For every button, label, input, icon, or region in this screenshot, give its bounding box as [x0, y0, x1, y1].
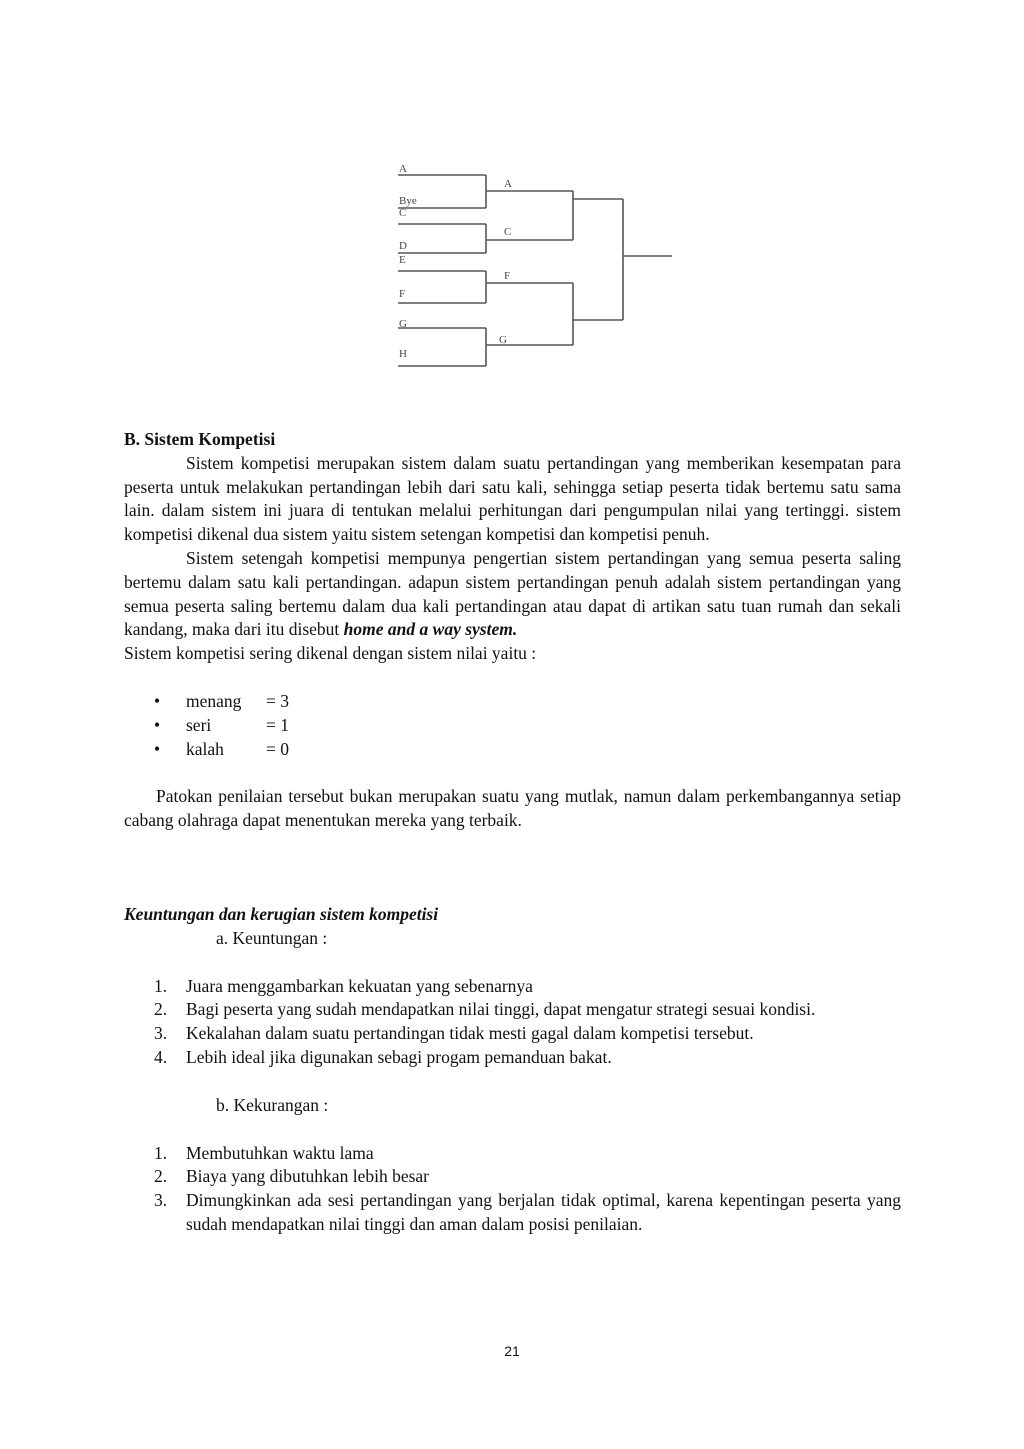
section-heading: B. Sistem Kompetisi — [124, 429, 276, 449]
bracket-label: D — [399, 240, 407, 252]
page-number: 21 — [504, 1343, 520, 1359]
list-item — [124, 714, 901, 738]
bracket-label: A — [399, 163, 407, 175]
bracket-label: G — [399, 318, 407, 330]
list-item — [124, 738, 901, 762]
list-item: 3. Dimungkinkan ada sesi pertandingan yang berjalan tidak optimal, karena kepentingan peserta yang sudah mendapatkan nilai tinggi dan aman dalam posisi penilaian. — [154, 1190, 901, 1234]
list-item: 1. Juara menggambarkan kekuatan yang sebenarnya — [154, 975, 533, 996]
tournament-bracket-diagram — [385, 150, 685, 375]
paragraph: Sistem kompetisi sering dikenal dengan sistem nilai yaitu : — [124, 643, 537, 664]
sub-label: b. Kekurangan : — [216, 1094, 329, 1115]
list-item: 2. Bagi peserta yang sudah mendapatkan nilai tinggi, dapat mengatur strategi sesuai kondisi. — [154, 999, 816, 1020]
sub-label: a. Keuntungan : — [216, 927, 328, 948]
bullet-icon: • — [154, 738, 161, 759]
bracket-label: G — [499, 334, 507, 346]
advantages-list — [124, 975, 901, 1070]
list-item: 2. Biaya yang dibutuhkan lebih besar — [154, 1166, 429, 1187]
score-value: = 3 — [266, 690, 289, 711]
paragraph — [124, 547, 901, 642]
paragraph: Patokan penilaian tersebut bukan merupakan suatu yang mutlak, namun dalam perkembangannya setiap cabang olahraga dapat menentukan mereka yang terbaik. — [124, 786, 901, 831]
disadvantages-list — [124, 1142, 901, 1237]
bracket-label: H — [399, 348, 407, 360]
bracket-label: C — [399, 207, 407, 219]
main-text — [124, 428, 901, 1237]
bullet-icon: • — [154, 690, 161, 711]
bracket-label: E — [399, 254, 406, 266]
bracket-label: A — [504, 178, 512, 190]
score-value: = 1 — [266, 714, 289, 735]
bracket-label: C — [504, 226, 512, 238]
paragraph-text: Sistem setengah kompetisi mempunya pengertian sistem pertandingan yang semua peserta saling bertemu dalam satu kali pertandingan. adapun sistem pertandingan penuh adalah sistem pertandingan yang semua peserta saling bertemu dalam dua kali pertandingan atau dapat di artikan satu tuan rumah dan sekali kandang, maka dari itu disebut — [124, 547, 901, 640]
bracket-label: F — [399, 288, 406, 300]
score-label: menang — [186, 690, 242, 711]
emphasis-term: home and a way system. — [343, 619, 518, 640]
bullet-icon: • — [154, 714, 161, 735]
score-list — [124, 690, 901, 761]
bracket-label: Bye — [399, 195, 417, 207]
list-item: 1. Membutuhkan waktu lama — [154, 1142, 374, 1163]
score-label: kalah — [186, 738, 224, 759]
bracket-label: F — [504, 270, 511, 282]
paragraph: Sistem kompetisi merupakan sistem dalam suatu pertandingan yang memberikan kesempatan para peserta untuk melakukan pertandingan lebih dari satu kali, sehingga setiap peserta tidak bertemu satu sama lain. dalam sistem ini juara di tentukan melalui perhitungan dari pengumpulan nilai yang tertinggi. sistem kompetisi dikenal dua sistem yaitu sistem setengan kompetisi dan kompetisi penuh. — [124, 452, 901, 545]
score-value: = 0 — [266, 738, 289, 759]
list-item: 3. Kekalahan dalam suatu pertandingan tidak mesti gagal dalam kompetisi tersebut. — [154, 1023, 754, 1044]
subsection-heading: Keuntungan dan kerugian sistem kompetisi — [124, 903, 439, 924]
list-item: 4. Lebih ideal jika digunakan sebagi progam pemanduan bakat. — [154, 1046, 612, 1067]
list-item — [124, 690, 901, 714]
score-label: seri — [186, 714, 212, 735]
